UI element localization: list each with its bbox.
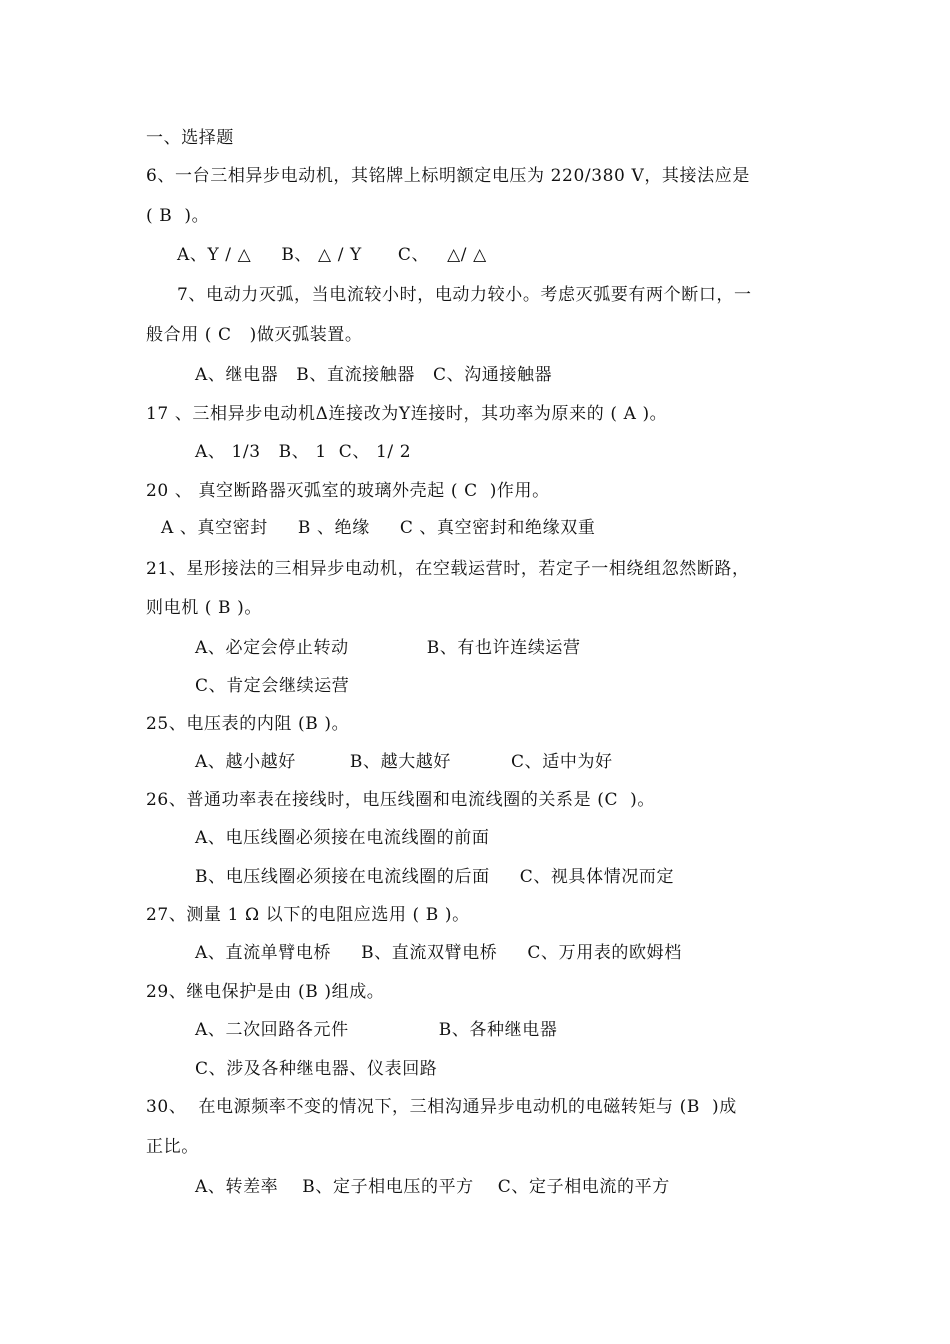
- question-30-text: 30、 在电源频率不变的情况下，三相沟通异步电动机的电磁转矩与 (B )成: [146, 1097, 737, 1117]
- section-title: 一、选择题: [146, 128, 234, 148]
- question-6-options: A、Y / △ B、 △ / Y C、 △/ △: [177, 245, 487, 265]
- question-30-options: A、转差率 B、定子相电压的平方 C、定子相电流的平方: [195, 1177, 670, 1197]
- question-17-options: A、 1/3 B、 1 C、 1/ 2: [195, 442, 412, 462]
- question-25-options: A、越小越好 B、越大越好 C、适中为好: [195, 752, 613, 772]
- question-20-options: A 、真空密封 B 、绝缘 C 、真空密封和绝缘双重: [161, 518, 596, 538]
- question-29-options-ab: A、二次回路各元件 B、各种继电器: [195, 1020, 558, 1040]
- question-26-text: 26、普通功率表在接线时，电压线圈和电流线圈的关系是 (C )。: [146, 790, 655, 810]
- question-21-options-c: C、肯定会继续运营: [195, 676, 350, 696]
- question-29-text: 29、继电保护是由 (B )组成。: [146, 982, 385, 1002]
- question-27-text: 27、测量 1 Ω 以下的电阻应选用 ( B )。: [146, 905, 470, 925]
- question-7-options: A、继电器 B、直流接触器 C、沟通接触器: [195, 365, 553, 385]
- question-21-answer: 则电机 ( B )。: [146, 598, 262, 618]
- question-6-text: 6、一台三相异步电动机，其铭牌上标明额定电压为 220/380 V，其接法应是: [146, 166, 750, 186]
- question-17-text: 17 、三相异步电动机Δ连接改为Y连接时，其功率为原来的 ( A )。: [146, 404, 668, 424]
- question-21-options-ab: A、必定会停止转动 B、有也许连续运营: [195, 638, 581, 658]
- question-29-option-c: C、涉及各种继电器、仪表回路: [195, 1059, 438, 1079]
- question-21-text: 21、星形接法的三相异步电动机，在空载运营时，若定子一相绕组忽然断路，: [146, 559, 750, 579]
- question-7-answer: 般合用 ( C )做灭弧装置。: [146, 325, 363, 345]
- question-26-options-bc: B、电压线圈必须接在电流线圈的后面 C、视具体情况而定: [195, 867, 675, 887]
- question-30-text-continued: 正比。: [146, 1137, 199, 1157]
- question-26-option-a: A、电压线圈必须接在电流线圈的前面: [195, 828, 490, 848]
- question-27-options: A、直流单臂电桥 B、直流双臂电桥 C、万用表的欧姆档: [195, 943, 682, 963]
- question-7-text: 7、电动力灭弧，当电流较小时，电动力较小。考虑灭弧要有两个断口，一: [177, 285, 752, 305]
- question-6-answer: ( B )。: [146, 206, 210, 226]
- question-25-text: 25、电压表的内阻 (B )。: [146, 714, 350, 734]
- question-20-text: 20 、 真空断路器灭弧室的玻璃外壳起 ( C )作用。: [146, 481, 550, 501]
